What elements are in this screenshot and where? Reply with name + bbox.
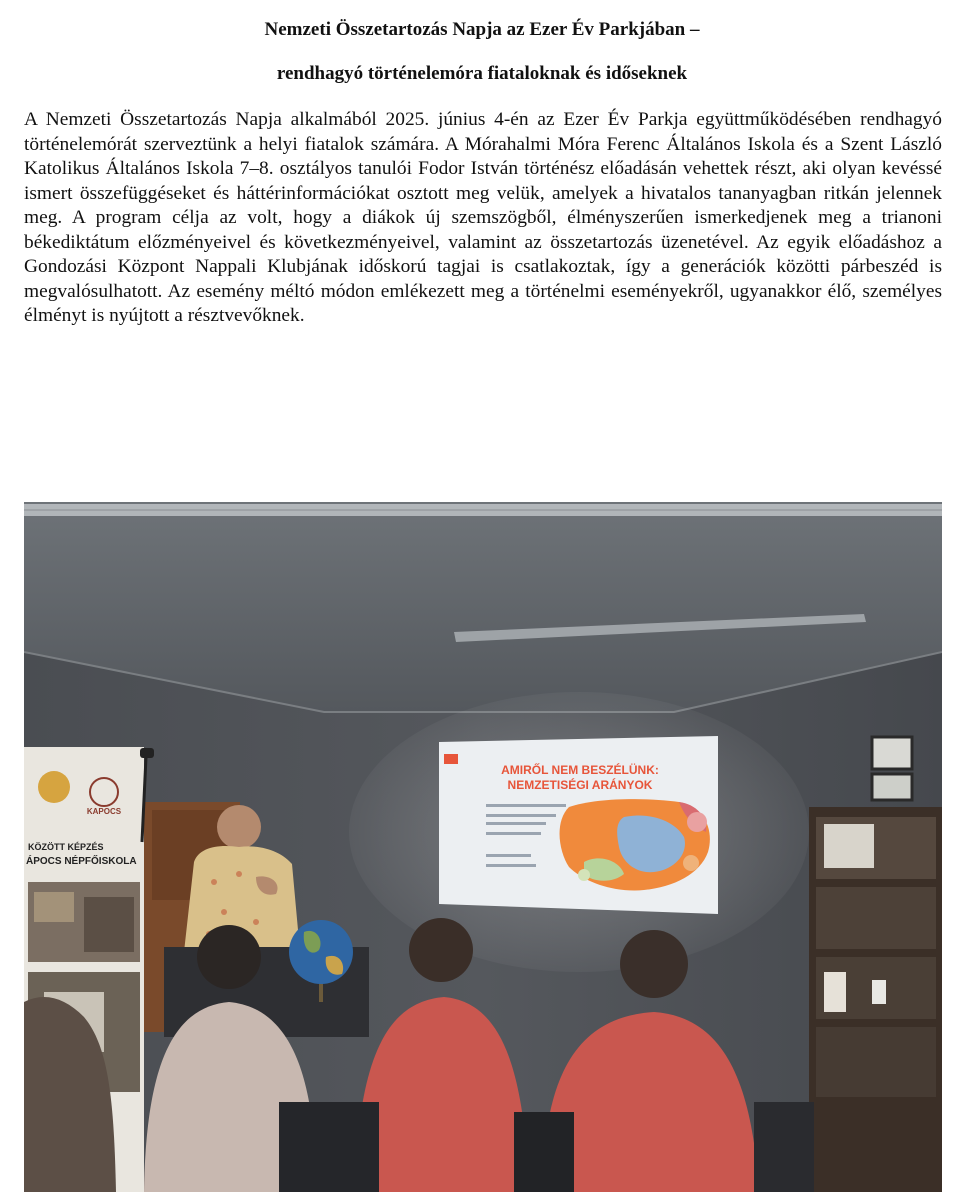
article-body: A Nemzeti Összetartozás Napja alkalmából 2025. június 4-én az Ezer Év Parkja együttműködésében rendhagyó történelemórát szerveztünk a helyi fiatalok számára. A Mórahalmi Móra Ferenc Általános Iskola és a Szent László Katolikus Általános Iskola 7–8. osztályos tanulói Fodor István történész előadásán vehettek részt, aki olyan kevéssé ismert összefüggéseket és háttérinformációkat osztott meg velük, amelyek a hivatalos tananyagban ritkán jelennek meg. A program célja az volt, hogy a diákok új szemszögből, élményszerűen ismerkedjenek meg a trianoni békediktátum előzményeivel és következményeivel, valamint az összetartozás üzenetével. Az egyik előadáshoz a Gondozási Központ Nappali Klubjának időskorú tagjai is csatlakoztak, így a generációk közötti párbeszéd is megvalósulhatott. Az esemény méltó módon emlékezett meg a történelmi eseményekről, ugyanakkor élő, személyes élményt is nyújtott a résztvevőknek. <box>24 109 942 326</box>
article-title-line-1: Nemzeti Összetartozás Napja az Ezer Év Parkjában – <box>264 19 700 40</box>
wall-frame-2 <box>872 774 912 800</box>
slide-title-line-1: AMIRŐL NEM BESZÉLÜNK: <box>501 763 659 777</box>
banner-logo-text: KAPOCS <box>86 807 122 816</box>
article-title-line-2: rendhagyó történelemóra fiataloknak és időseknek <box>276 63 688 84</box>
banner-small-text: KÖZÖTT KÉPZÉS <box>28 842 104 852</box>
bookshelf-right <box>809 807 942 1192</box>
event-photo <box>24 502 942 1192</box>
slide-title-line-2: NEMZETISÉGI ARÁNYOK <box>507 778 653 792</box>
wall-frame-1 <box>872 737 912 769</box>
projected-slide <box>439 736 718 914</box>
banner-main-text: ÁPOCS NÉPFŐISKOLA <box>26 856 137 867</box>
microphone-icon <box>140 748 154 758</box>
